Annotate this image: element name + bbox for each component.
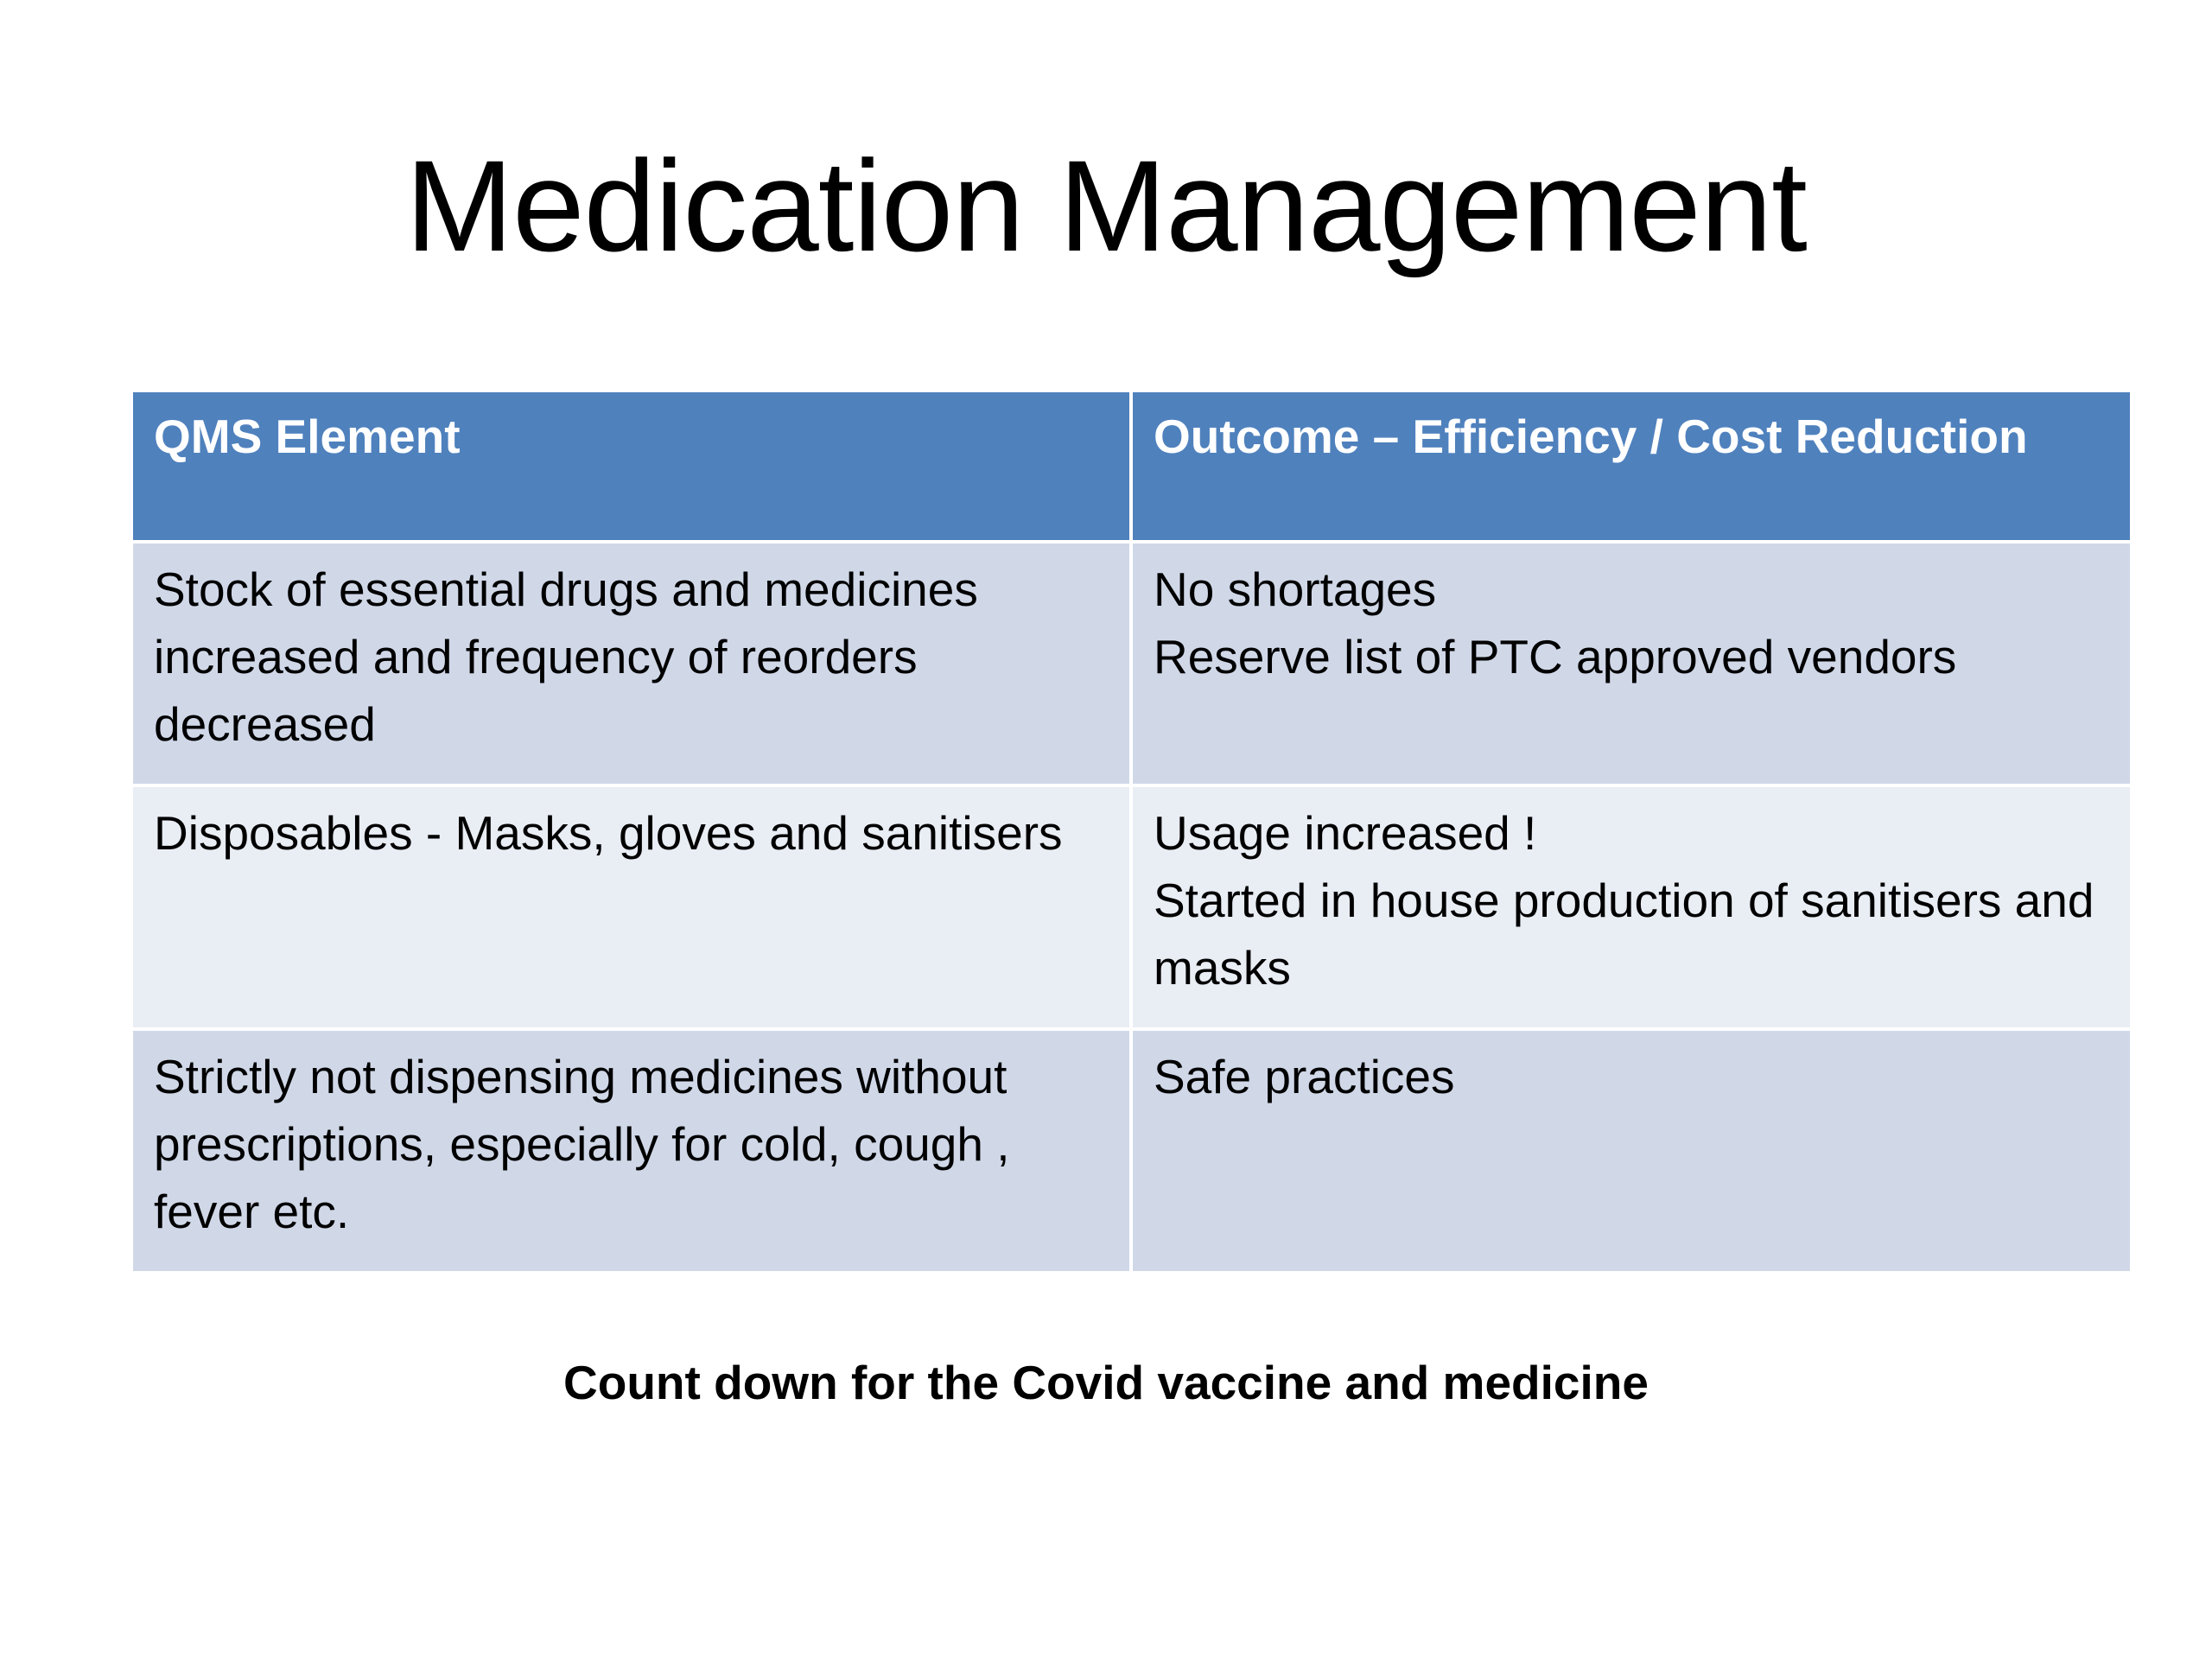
qms-element-cell: Disposables - Masks, gloves and sanitisers: [131, 785, 1131, 1029]
outcome-line: Safe practices: [1154, 1050, 1455, 1103]
qms-outcome-table: [130, 389, 2133, 1274]
outcome-cell: [1131, 1029, 2132, 1273]
table-row: [131, 542, 2132, 785]
table-row: [131, 785, 2132, 1029]
outcome-line: No shortages: [1154, 563, 1437, 616]
outcome-line: Usage increased !: [1154, 806, 1537, 860]
qms-element-cell: Stock of essential drugs and medicines increased and frequency of reorders decreased: [131, 542, 1131, 785]
table-row: [131, 1029, 2132, 1273]
slide-title: Medication Management: [405, 133, 1807, 278]
outcome-line: Reserve list of PTC approved vendors: [1154, 630, 1957, 683]
header-outcome: Outcome – Efficiency / Cost Reduction: [1131, 391, 2132, 542]
outcome-line: Started in house production of sanitisers and masks: [1154, 874, 2094, 995]
qms-element-cell: Strictly not dispensing medicines without prescriptions, especially for cold, cough , fever etc.: [131, 1029, 1131, 1273]
table-header-row: [131, 391, 2132, 542]
header-qms-element: QMS Element: [131, 391, 1131, 542]
footer-note: Count down for the Covid vaccine and medicine: [563, 1356, 1649, 1409]
outcome-cell: [1131, 785, 2132, 1029]
outcome-cell: [1131, 542, 2132, 785]
